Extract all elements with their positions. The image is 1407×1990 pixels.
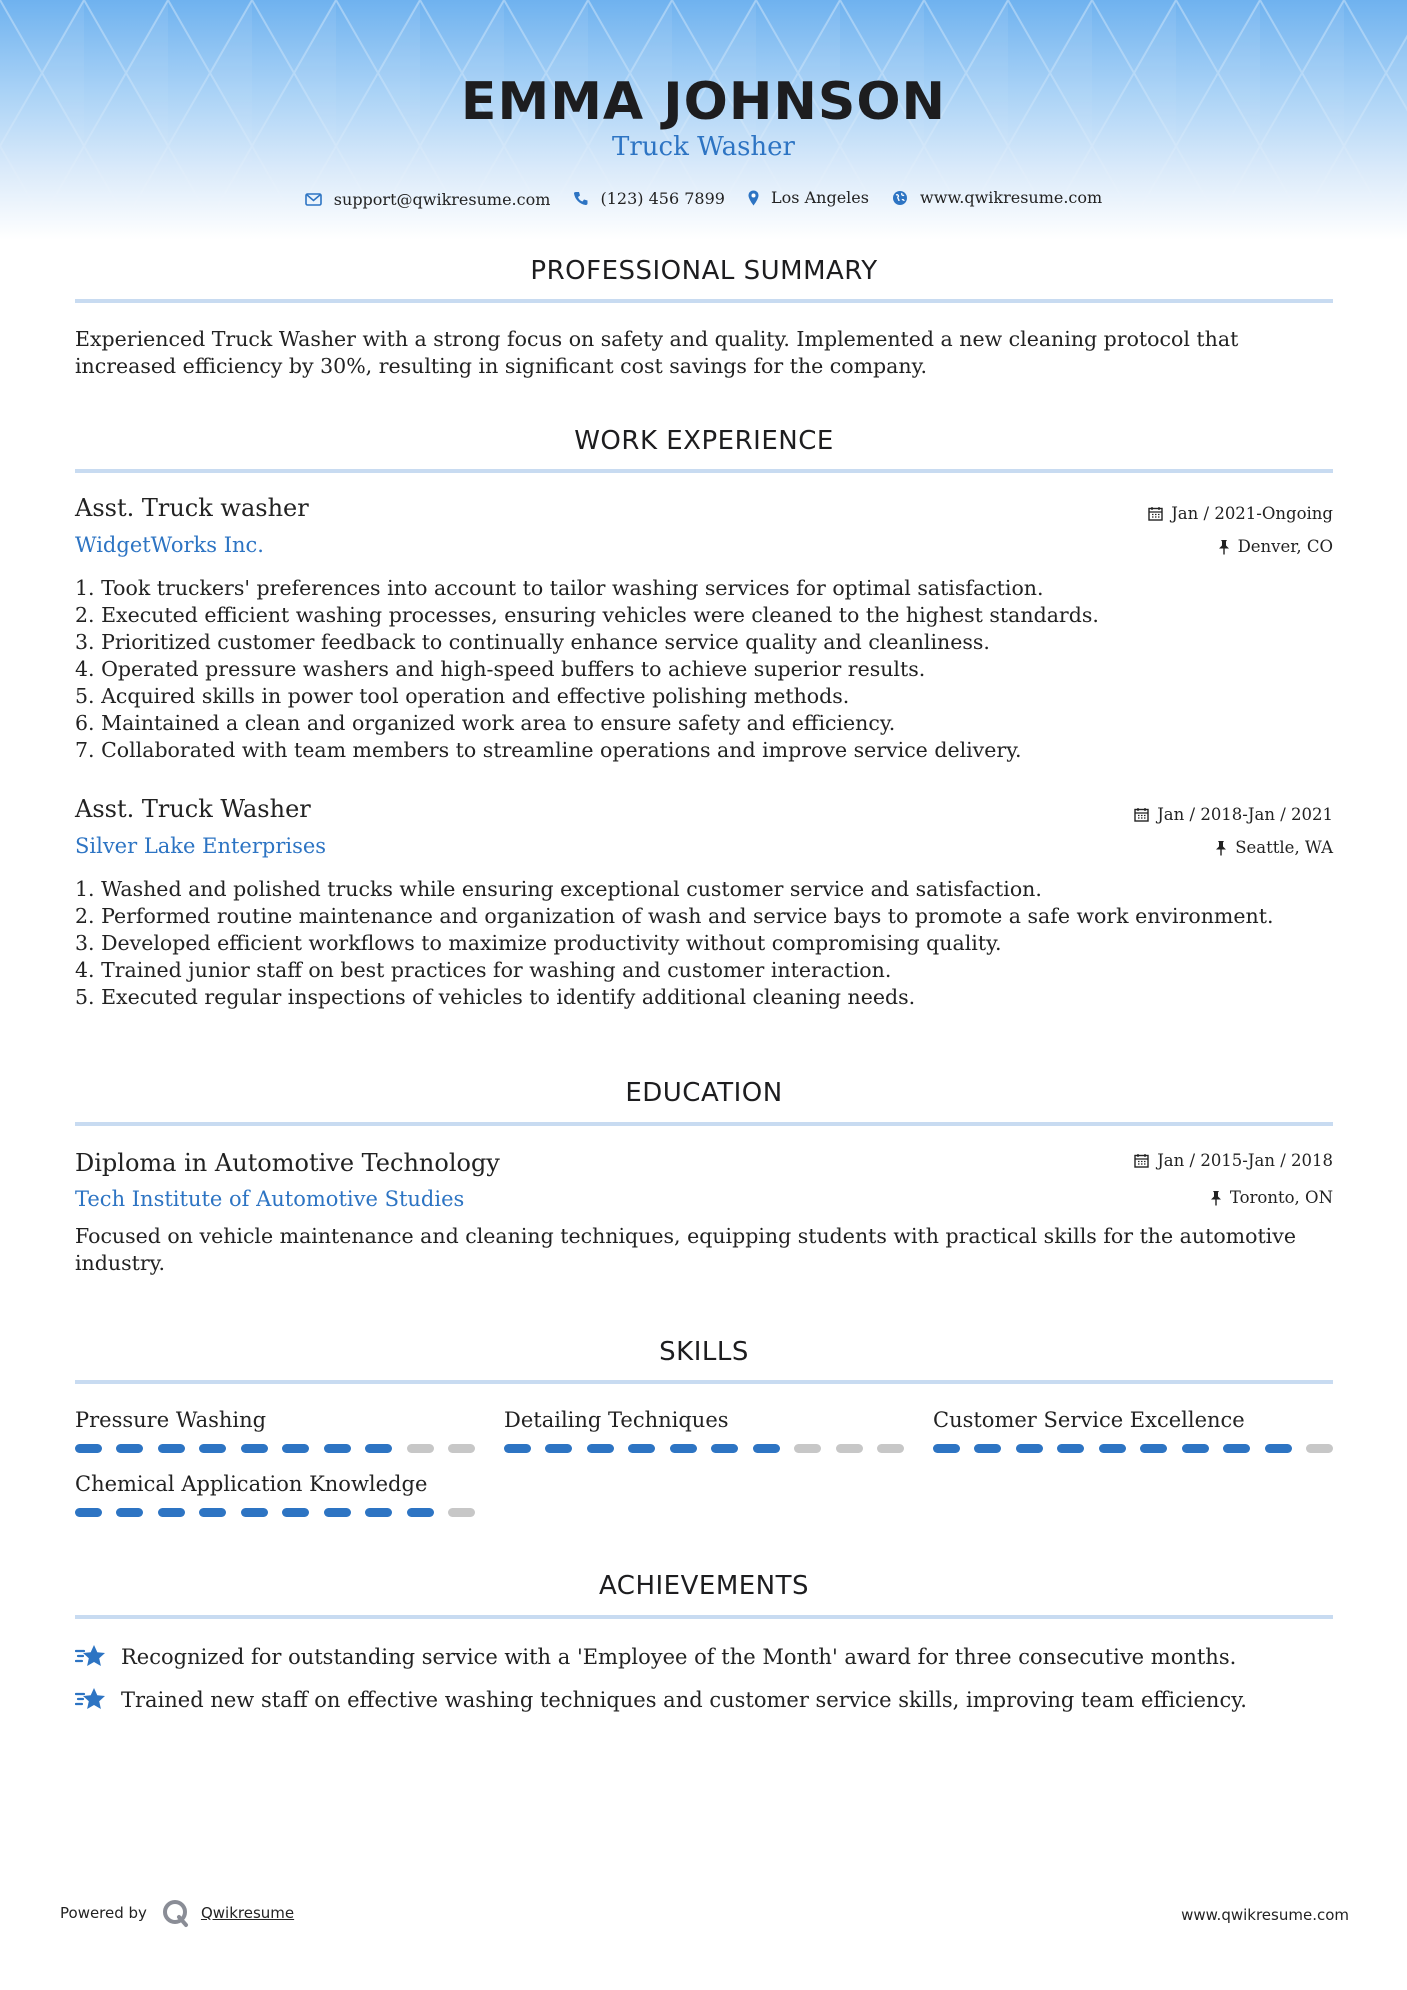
skill-segment-empty (877, 1444, 904, 1453)
skill-segment-filled (711, 1444, 738, 1453)
skill-name: Customer Service Excellence (933, 1408, 1245, 1432)
skill-segment-empty (407, 1444, 434, 1453)
experience-heading: WORK EXPERIENCE (574, 426, 834, 456)
star-icon (75, 1686, 107, 1714)
skill-segment-filled (75, 1444, 102, 1453)
list-item: 4. Operated pressure washers and high-speed buffers to achieve superior results. (75, 657, 926, 681)
skill-segment-filled (407, 1508, 434, 1517)
job-dates (1148, 504, 1333, 523)
list-item: 2. Executed efficient washing processes, ensuring vehicles were cleaned to the highest standards. (75, 603, 1099, 627)
phone-icon (573, 191, 588, 206)
skill-segment-filled (241, 1508, 268, 1517)
list-item: 1. Washed and polished trucks while ensuring exceptional customer service and satisfaction. (75, 877, 1042, 901)
skill-segment-empty (1306, 1444, 1333, 1453)
powered-by-label: Powered by (60, 1904, 147, 1922)
list-item: 3. Prioritized customer feedback to continually enhance service quality and cleanliness. (75, 630, 990, 654)
job-dates-text: Jan / 2021-Ongoing (1171, 504, 1333, 523)
email-text: support@qwikresume.com (333, 189, 551, 209)
footer-url[interactable]: www.qwikresume.com (1181, 1906, 1349, 1924)
skill-segment-filled (628, 1444, 655, 1453)
job-title: Truck Washer (612, 132, 795, 162)
contact-location (748, 188, 869, 207)
contact-website[interactable] (892, 188, 1102, 207)
skill-segment-empty (448, 1444, 475, 1453)
envelope-icon (305, 193, 322, 206)
skills-heading: SKILLS (659, 1337, 749, 1367)
contact-bar (0, 188, 1407, 210)
skill-segment-filled (324, 1508, 351, 1517)
list-item: 7. Collaborated with team members to streamline operations and improve service delivery. (75, 738, 1022, 762)
skill-segment-filled (365, 1508, 392, 1517)
skill-segment-filled (158, 1444, 185, 1453)
calendar-icon (1134, 807, 1149, 822)
achievements-divider (75, 1615, 1333, 1619)
achievement-item (75, 1643, 1236, 1671)
summary-heading: PROFESSIONAL SUMMARY (530, 256, 878, 286)
candidate-name: EMMA JOHNSON (460, 72, 947, 132)
skill-segment-filled (587, 1444, 614, 1453)
skill-segment-filled (933, 1444, 960, 1453)
skill-segment-filled (324, 1444, 351, 1453)
star-icon (75, 1643, 107, 1671)
footer-powered-by (60, 1898, 294, 1928)
skill-segment-filled (365, 1444, 392, 1453)
pushpin-icon (1215, 840, 1227, 856)
skill-segment-filled (116, 1508, 143, 1517)
skill-segment-filled (158, 1508, 185, 1517)
calendar-icon (1148, 506, 1163, 521)
achievement-item (75, 1686, 1247, 1714)
skill-name: Pressure Washing (75, 1408, 267, 1432)
skill-segment-empty (836, 1444, 863, 1453)
list-item: 1. Took truckers' preferences into account to tailor washing services for optimal satisfaction. (75, 576, 1044, 600)
skill-segment-filled (504, 1444, 531, 1453)
education-location (1210, 1188, 1333, 1207)
list-item: 6. Maintained a clean and organized work area to ensure safety and efficiency. (75, 711, 896, 735)
contact-email[interactable] (305, 190, 551, 209)
achievement-text: Recognized for outstanding service with a 'Employee of the Month' award for three consecutive months. (121, 1645, 1237, 1669)
summary-divider (75, 299, 1333, 303)
list-item: 2. Performed routine maintenance and organization of wash and service bays to promote a safe work environment. (75, 904, 1274, 928)
list-item: 3. Developed efficient workflows to maximize productivity without compromising quality. (75, 931, 1002, 955)
skill-level-bar (75, 1444, 475, 1454)
skill-segment-filled (1265, 1444, 1292, 1453)
achievements-heading: ACHIEVEMENTS (598, 1571, 810, 1601)
list-item: 4. Trained junior staff on best practices for washing and customer interaction. (75, 958, 892, 982)
experience-divider (75, 469, 1333, 473)
summary-text: Experienced Truck Washer with a strong focus on safety and quality. Implemented a new cleaning protocol that increased efficiency by 30%, resulting in significant cost savings for the company. (75, 327, 1239, 378)
phone-text: (123) 456 7899 (600, 188, 725, 208)
list-item: 5. Executed regular inspections of vehicles to identify additional cleaning needs. (75, 985, 916, 1009)
skill-segment-empty (794, 1444, 821, 1453)
location-text: Los Angeles (771, 188, 869, 207)
job-dates-text: Jan / 2018-Jan / 2021 (1157, 805, 1333, 824)
globe-icon (892, 190, 908, 206)
skill-level-bar (504, 1444, 904, 1454)
achievement-text: Trained new staff on effective washing techniques and customer service skills, improving team efficiency. (121, 1688, 1247, 1712)
qwikresume-logo-icon (161, 1898, 191, 1928)
degree-title: Diploma in Automotive Technology (75, 1149, 500, 1177)
education-description: Focused on vehicle maintenance and cleaning techniques, equipping students with practical skills for the automotive industry. (75, 1224, 1296, 1275)
job-location-text: Seattle, WA (1235, 838, 1333, 857)
website-text: www.qwikresume.com (920, 188, 1103, 207)
skill-segment-filled (75, 1508, 102, 1517)
job-company: Silver Lake Enterprises (75, 834, 327, 858)
job-dates (1134, 805, 1333, 824)
job-location-text: Denver, CO (1237, 537, 1333, 556)
skill-segment-filled (241, 1444, 268, 1453)
skill-name: Chemical Application Knowledge (75, 1472, 428, 1496)
education-location-text: Toronto, ON (1229, 1188, 1333, 1207)
skill-segment-filled (199, 1508, 226, 1517)
contact-phone[interactable] (573, 189, 724, 208)
job-role: Asst. Truck Washer (75, 795, 311, 823)
job-bullets (75, 575, 1333, 764)
skill-segment-filled (1140, 1444, 1167, 1453)
pushpin-icon (1218, 539, 1230, 555)
school-name: Tech Institute of Automotive Studies (75, 1187, 465, 1211)
skill-segment-filled (1016, 1444, 1043, 1453)
skill-segment-filled (974, 1444, 1001, 1453)
map-marker-icon (748, 190, 759, 206)
education-heading: EDUCATION (625, 1078, 783, 1108)
skill-segment-filled (670, 1444, 697, 1453)
skill-segment-filled (545, 1444, 572, 1453)
job-location (1215, 838, 1333, 857)
job-bullets (75, 876, 1333, 1011)
skill-segment-filled (282, 1444, 309, 1453)
skill-name: Detailing Techniques (504, 1408, 729, 1432)
skill-level-bar (933, 1444, 1333, 1454)
education-dates-text: Jan / 2015-Jan / 2018 (1157, 1151, 1333, 1170)
skill-segment-filled (1057, 1444, 1084, 1453)
list-item: 5. Acquired skills in power tool operation and effective polishing methods. (75, 684, 850, 708)
skill-segment-filled (753, 1444, 780, 1453)
skill-segment-filled (282, 1508, 309, 1517)
skill-segment-filled (1182, 1444, 1209, 1453)
skill-segment-empty (448, 1508, 475, 1517)
skill-segment-filled (116, 1444, 143, 1453)
skill-segment-filled (1099, 1444, 1126, 1453)
job-role: Asst. Truck washer (75, 494, 309, 522)
skill-segment-filled (199, 1444, 226, 1453)
skill-level-bar (75, 1508, 475, 1518)
skill-segment-filled (1223, 1444, 1250, 1453)
education-dates (1134, 1151, 1333, 1170)
skills-divider (75, 1380, 1333, 1384)
pushpin-icon (1210, 1190, 1222, 1206)
education-divider (75, 1122, 1333, 1126)
job-location (1218, 537, 1333, 556)
calendar-icon (1134, 1153, 1149, 1168)
brand-link[interactable]: Qwikresume (200, 1904, 295, 1922)
job-company: WidgetWorks Inc. (75, 533, 264, 557)
